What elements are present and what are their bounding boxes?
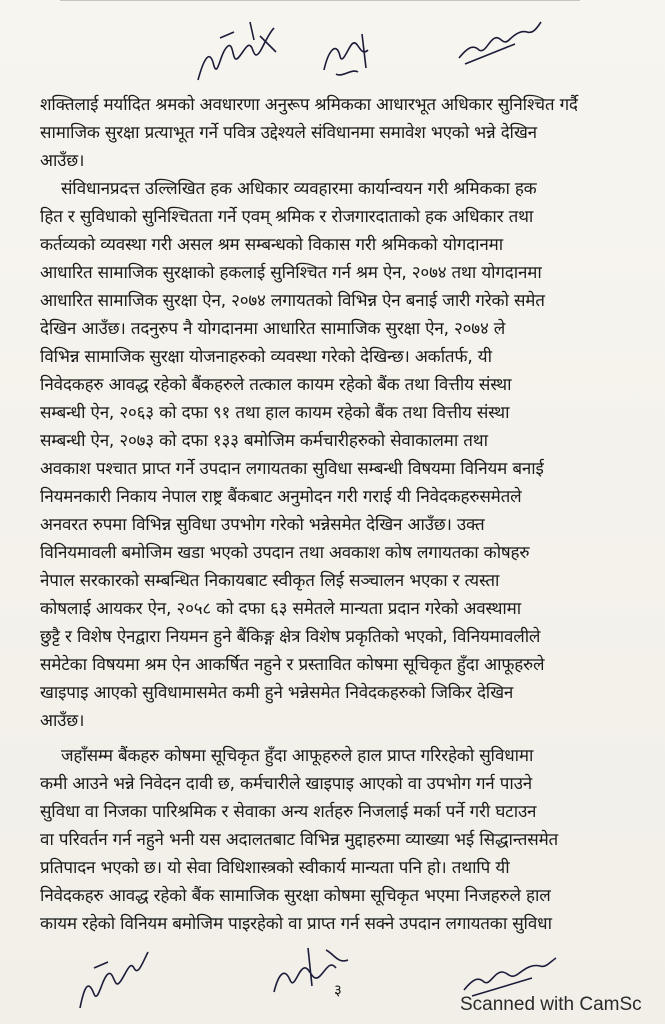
signature-top-left: [190, 18, 280, 98]
text-line: छुट्टै र विशेष ऐनद्वारा नियमन हुने बैंकिङ्ग क्षेत्र विशेष प्रकृतिको भएको, विनियमावलीले: [40, 627, 541, 647]
text-line: अनवरत रुपमा विभिन्न सुविधा उपभोग गरेको भन्नेसमेत देखिन आउँछ। उक्त: [40, 515, 485, 535]
signature-top-right: [455, 14, 545, 70]
text-line: निवेदकहरु आवद्ध रहेको बैंक सामाजिक सुरक्षा कोषमा सूचिकृत भएमा निजहरुले हाल: [40, 886, 551, 906]
text-line: वा परिवर्तन गर्न नहुने भनी यस अदालतबाट विभिन्न मुद्दाहरुमा व्याख्या भई सिद्धान्तसमेत: [40, 830, 559, 850]
scan-top-edge: [60, 0, 580, 13]
text-line: कायम रहेको विनियम बमोजिम पाइरहेको वा प्राप्त गर्न सक्ने उपदान लगायतका सुविधा: [40, 914, 552, 934]
text-line: आधारित सामाजिक सुरक्षाको हकलाई सुनिश्चित गर्न श्रम ऐन, २०७४ तथा योगदानमा: [40, 263, 542, 283]
text-line: शक्तिलाई मर्यादित श्रमको अवधारणा अनुरूप श्रमिकका आधारभूत अधिकार सुनिश्चित गर्दै: [40, 95, 578, 115]
text-line: हित र सुविधाको सुनिश्चितता गर्ने एवम् श्रमिक र रोजगारदाताको हक अधिकार तथा: [40, 207, 534, 227]
text-line: सम्बन्धी ऐन, २०६३ को दफा ९१ तथा हाल कायम रहेको बैंक तथा वित्तीय संस्था: [40, 403, 510, 423]
text-line: प्रतिपादन भएको छ। यो सेवा विधिशास्त्रको स्वीकार्य मान्यता पनि हो। तथापि यी: [40, 858, 510, 878]
text-line: आधारित सामाजिक सुरक्षा ऐन, २०७४ लगायतको विभिन्न ऐन बनाई जारी गरेको समेत: [40, 291, 545, 311]
text-line: विभिन्न सामाजिक सुरक्षा योजनाहरुको व्यवस्था गरेको देखिन्छ। अर्कातर्फ, यी: [40, 347, 492, 367]
text-line: विनियमावली बमोजिम खडा भएको उपदान तथा अवकाश कोष लगायतका कोषहरु: [40, 543, 530, 563]
text-line: जहाँसम्म बैंकहरु कोषमा सूचिकृत हुँदा आफूहरुले हाल प्राप्त गरिरहेको सुविधामा: [61, 746, 534, 766]
text-line: आउँछ।: [40, 151, 85, 171]
signature-bottom-left: [74, 938, 154, 1018]
text-line: कमी आउने भन्ने निवेदन दावी छ, कर्मचारीले खाइपाइ आएको वा उपभोग गर्न पाउने: [40, 774, 532, 794]
text-line: आउँछ।: [40, 711, 85, 731]
text-line: सामाजिक सुरक्षा प्रत्याभूत गर्ने पवित्र उद्देश्यले संविधानमा समावेश भएको भन्ने देखिन: [40, 123, 537, 143]
text-line: संविधानप्रदत्त उल्लिखित हक अधिकार व्यवहारमा कार्यान्वयन गरी श्रमिकका हक: [61, 179, 537, 199]
text-line: सुविधा वा निजका पारिश्रमिक र सेवाका अन्य शर्तहरु निजलाई मर्का पर्ने गरी घटाउन: [40, 802, 537, 822]
scanner-watermark: Scanned with CamSc: [460, 994, 642, 1015]
page-number: ३: [334, 981, 342, 999]
text-line: सम्बन्धी ऐन, २०७३ को दफा १३३ बमोजिम कर्मचारीहरुको सेवाकालमा तथा: [40, 431, 488, 451]
text-line: कोषलाई आयकर ऐन, २०५८ को दफा ६३ समेतले मान्यता प्रदान गरेको अवस्थामा: [40, 599, 522, 619]
signature-bottom-center: [268, 940, 358, 1010]
text-line: कर्तव्यको व्यवस्था गरी असल श्रम सम्बन्धको विकास गरी श्रमिकको योगदानमा: [40, 235, 503, 255]
text-line: नेपाल सरकारको सम्बन्धित निकायबाट स्वीकृत लिई सञ्चालन भएका र त्यस्ता: [40, 571, 500, 591]
text-line: नियमनकारी निकाय नेपाल राष्ट्र बैंकबाट अनुमोदन गरी गराई यी निवेदकहरुसमेतले: [40, 487, 522, 507]
text-line: अवकाश पश्चात प्राप्त गर्ने उपदान लगायतका सुविधा सम्बन्धी विषयमा विनियम बनाई: [40, 459, 544, 479]
text-line: खाइपाइ आएको सुविधामासमेत कमी हुने भन्नेसमेत निवेदकहरुको जिकिर देखिन: [40, 683, 514, 703]
signature-top-center: [318, 28, 378, 88]
text-line: देखिन आउँछ। तदनुरुप नै योगदानमा आधारित सामाजिक सुरक्षा ऐन, २०७४ ले: [40, 319, 506, 339]
text-line: समेटेका विषयमा श्रम ऐन आकर्षित नहुने र प्रस्तावित कोषमा सूचिकृत हुँदा आफूहरुले: [40, 655, 545, 675]
signature-bottom-right: [460, 950, 560, 1000]
text-line: निवेदकहरु आवद्ध रहेको बैंकहरुले तत्काल कायम रहेको बैंक तथा वित्तीय संस्था: [40, 375, 512, 395]
